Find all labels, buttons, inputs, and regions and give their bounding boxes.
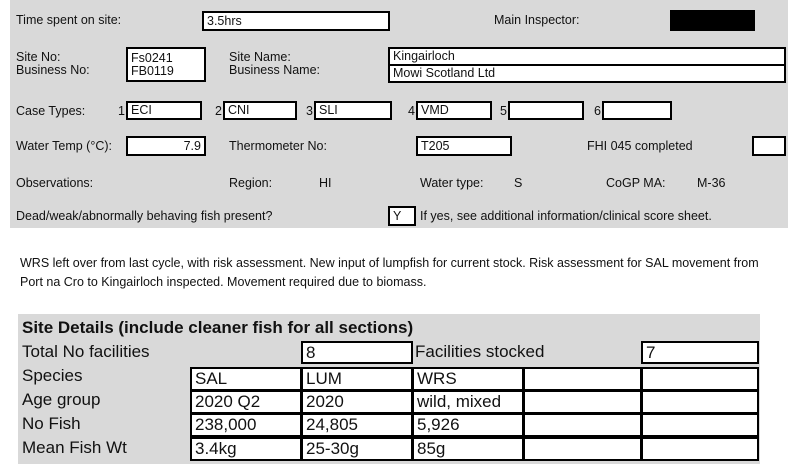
species-cell-5[interactable] [641,367,759,391]
case-type-5-num: 5 [500,104,507,118]
case-type-1-num: 1 [118,104,125,118]
case-type-3-field[interactable]: SLI [314,101,392,120]
species-cell-1[interactable]: SAL [190,367,302,391]
case-type-6-num: 6 [594,104,601,118]
fhi-field[interactable] [752,136,786,156]
thermometer-field[interactable]: T205 [416,136,512,156]
case-types-label: Case Types: [16,104,86,118]
age-group-cell-4[interactable] [523,390,642,414]
age-group-label: Age group [22,390,101,409]
cogp-label: CoGP MA: [606,176,666,190]
dead-fish-label: Dead/weak/abnormally behaving fish present? [16,209,273,223]
mean-fish-wt-cell-4[interactable] [523,437,642,461]
fhi-label: FHI 045 completed [587,139,693,153]
region-label: Region: [229,176,273,190]
site-business-name-labels [229,47,320,81]
mean-fish-wt-cell-1[interactable]: 3.4kg [190,437,302,461]
species-cell-2[interactable]: LUM [301,367,413,391]
case-type-5-field[interactable] [508,101,584,120]
site-business-no-labels [16,47,90,81]
age-group-cell-3[interactable]: wild, mixed [412,390,524,414]
main-inspector-label: Main Inspector: [494,13,580,27]
facilities-stocked-label: Facilities stocked [415,342,545,361]
no-fish-label: No Fish [22,414,81,433]
age-group-cell-5[interactable] [641,390,759,414]
mean-fish-wt-label: Mean Fish Wt [22,438,127,457]
case-type-4-num: 4 [408,104,415,118]
observations-label: Observations: [16,176,94,190]
no-fish-cell-1[interactable]: 238,000 [190,413,302,437]
site-details-title: Site Details (include cleaner fish for all sections) [22,318,414,337]
mean-fish-wt-cell-2[interactable]: 25-30g [301,437,413,461]
case-type-3-num: 3 [306,104,313,118]
species-label: Species [22,366,83,385]
no-fish-cell-2[interactable]: 24,805 [301,413,413,437]
region-value: HI [319,176,332,190]
mean-fish-wt-cell-5[interactable] [641,437,759,461]
no-fish-cell-5[interactable] [641,413,759,437]
species-cell-3[interactable]: WRS [412,367,524,391]
case-type-6-field[interactable] [602,101,672,120]
total-facilities-field[interactable]: 8 [301,341,413,364]
total-facilities-label: Total No facilities [22,342,150,361]
species-cell-4[interactable] [523,367,642,391]
age-group-cell-1[interactable]: 2020 Q2 [190,390,302,414]
facilities-stocked-field[interactable]: 7 [641,341,759,364]
site-business-no-fields [126,47,206,82]
business-name-label: Business Name: [229,63,321,77]
site-name-field[interactable]: Kingairloch [388,47,786,66]
business-no-label: Business No: [16,63,90,77]
water-type-value: S [514,176,523,190]
inspection-notes: WRS left over from last cycle, with risk assessment. New input of lumpfish for current stock. Risk assessment for SAL movement from Port na Cro to Kingairloch inspected. Movement required due to biomass. [20,256,759,289]
thermometer-label: Thermometer No: [229,139,327,153]
case-type-2-field[interactable]: CNI [223,101,297,120]
water-temp-field[interactable]: 7.9 [126,136,206,156]
no-fish-cell-4[interactable] [523,413,642,437]
business-no-field[interactable]: FB0119 [131,63,174,78]
dead-fish-note: If yes, see additional information/clinical score sheet. [420,209,712,223]
time-spent-field[interactable]: 3.5hrs [202,11,390,31]
age-group-cell-2[interactable]: 2020 [301,390,413,414]
water-type-label: Water type: [420,176,484,190]
mean-fish-wt-cell-3[interactable]: 85g [412,437,524,461]
no-fish-cell-3[interactable]: 5,926 [412,413,524,437]
business-name-field[interactable]: Mowi Scotland Ltd [388,64,786,83]
site-no-field[interactable]: Fs0241 [131,50,173,65]
case-type-4-field[interactable]: VMD [416,101,492,120]
site-name-label: Site Name: [229,50,291,64]
cogp-value: M-36 [697,176,726,190]
case-type-2-num: 2 [215,104,222,118]
case-type-1-field[interactable]: ECI [126,101,202,120]
main-inspector-redacted [670,10,755,31]
time-spent-label: Time spent on site: [16,13,122,27]
dead-fish-field[interactable]: Y [388,206,416,226]
water-temp-label: Water Temp (°C): [16,139,112,153]
site-no-label: Site No: [16,50,61,64]
